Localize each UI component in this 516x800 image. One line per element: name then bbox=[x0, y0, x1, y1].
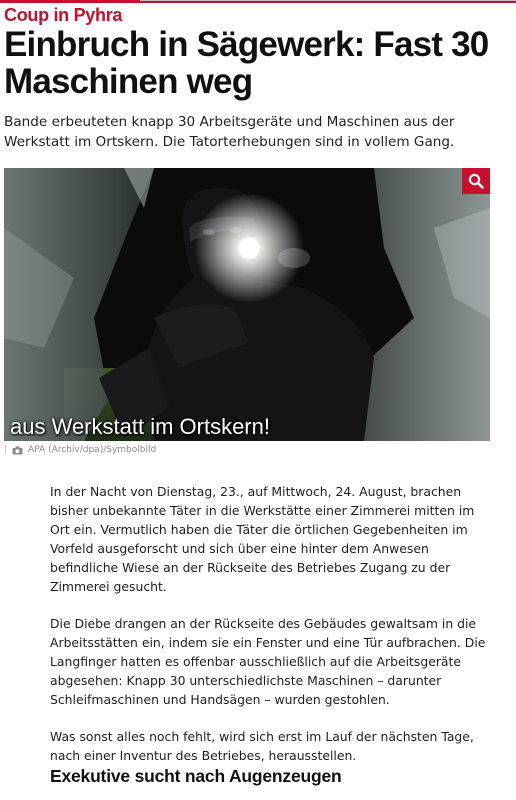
image-credit bbox=[4, 445, 156, 455]
burglar-photo bbox=[4, 168, 490, 441]
camera-icon bbox=[12, 446, 23, 455]
image-zoom-button[interactable] bbox=[462, 168, 490, 194]
top-divider bbox=[140, 0, 516, 1]
body-paragraph: In der Nacht von Dienstag, 23., auf Mittwoch, 24. August, brachen bisher unbekannte Täter in die Werkstätte einer Zimmerei mitten im Ort ein. Vermutlich haben die Täter die örtlichen Gegebenheiten im Vorfeld ausgeforscht und sich über eine hinter dem Anwesen befindliche Wiese an der Rückseite des Betriebes Zugang zu der Zimmerei gesucht. bbox=[50, 484, 475, 594]
article-image[interactable] bbox=[4, 168, 490, 441]
article-subheading: Exekutive sucht nach Augenzeugen bbox=[50, 766, 342, 786]
search-icon bbox=[468, 173, 484, 189]
article-headline: Einbruch in Sägewerk: Fast 30 Maschinen weg bbox=[4, 25, 489, 101]
credit-separator: | bbox=[4, 445, 8, 455]
article-kicker: Coup in Pyhra bbox=[4, 5, 123, 25]
article-body bbox=[50, 482, 490, 783]
image-overlay-caption: aus Werkstatt im Ortskern! bbox=[10, 414, 270, 439]
credit-text: APA (Archiv/dpa)/Symbolbild bbox=[28, 445, 157, 455]
body-paragraph: Was sonst alles noch fehlt, wird sich erst im Lauf der nächsten Tage, nach einer Inventur des Betriebes, herausstellen. bbox=[50, 729, 474, 763]
article-lead: Bande erbeuteten knapp 30 Arbeitsgeräte und Maschinen aus der Werkstatt im Ortskern. Die Tatorterhebungen sind in vollem Gang. bbox=[4, 114, 455, 150]
body-paragraph: Die Diebe drangen an der Rückseite des Gebäudes gewaltsam in die Arbeitsstätten ein, indem sie ein Fenster und eine Tür aufbrachen. Die Langfinger hatten es offenbar ausschließlich auf die Arbeitsgeräte abgesehen: Knapp 30 unterschiedlichste Maschinen – darunter Schleifmaschinen und Handsägen – wurden gestohlen. bbox=[50, 616, 486, 707]
